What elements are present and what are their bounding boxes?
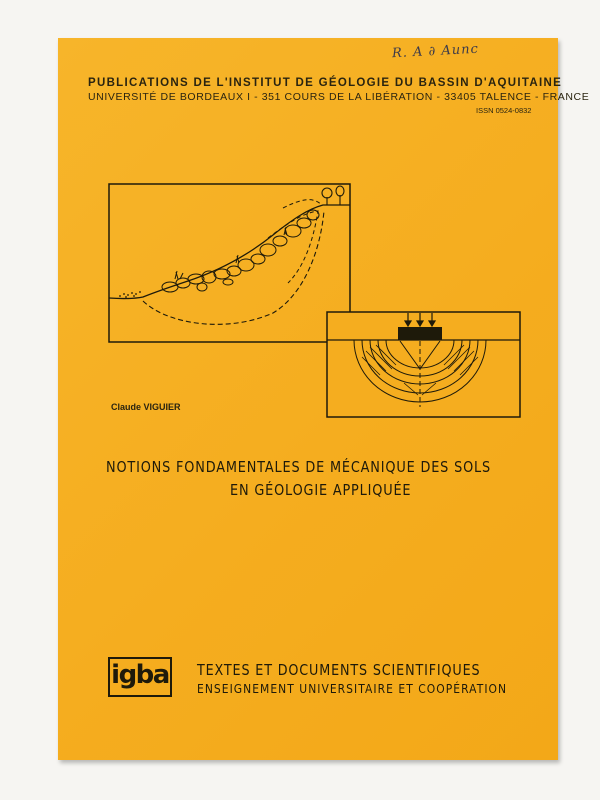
igba-logo bbox=[108, 657, 172, 697]
book-title-line2: EN GÉOLOGIE APPLIQUÉE bbox=[230, 481, 412, 499]
logo-text: igba bbox=[111, 660, 169, 690]
address-line: UNIVERSITÉ DE BORDEAUX I - 351 COURS DE LA LIBÉRATION - 33405 TALENCE - FRANCE bbox=[88, 91, 590, 103]
handwritten-note: R. A ∂ Aunc bbox=[391, 41, 480, 62]
foundation-stress-illustration bbox=[326, 311, 521, 418]
series-name: TEXTES ET DOCUMENTS SCIENTIFIQUES bbox=[197, 661, 481, 679]
book-title-line1: NOTIONS FONDAMENTALES DE MÉCANIQUE DES SOLS bbox=[106, 458, 492, 476]
series-subtitle: ENSEIGNEMENT UNIVERSITAIRE ET COOPÉRATION bbox=[197, 681, 508, 696]
publisher-line: PUBLICATIONS DE L'INSTITUT DE GÉOLOGIE DU BASSIN D'AQUITAINE bbox=[88, 77, 563, 89]
landslide-illustration bbox=[108, 183, 351, 343]
issn-number: ISSN 0524-0832 bbox=[476, 106, 532, 115]
author-name: Claude VIGUIER bbox=[111, 402, 181, 412]
